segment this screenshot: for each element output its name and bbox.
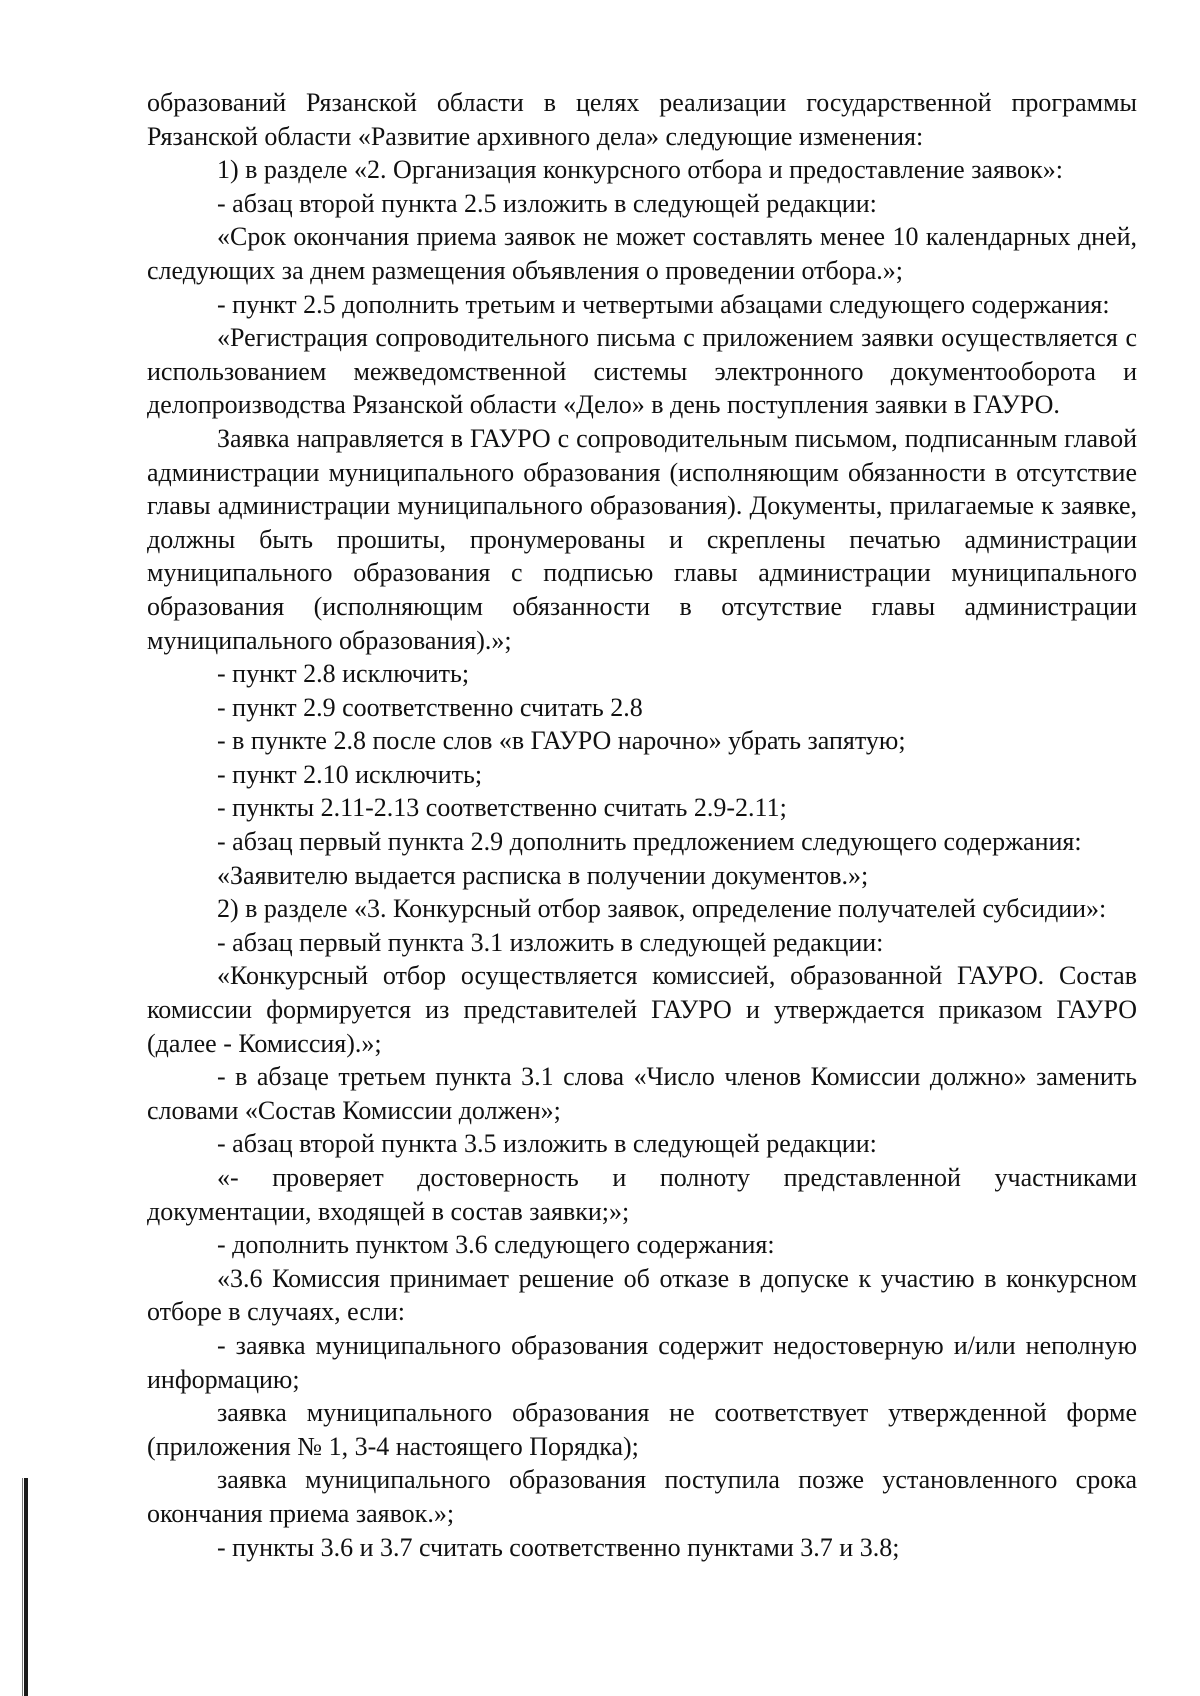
paragraph: - абзац первый пункта 3.1 изложить в следующей редакции: bbox=[217, 927, 884, 957]
paragraph: - в пункте 2.8 после слов «в ГАУРО нарочно» убрать запятую; bbox=[217, 726, 906, 756]
paragraph: «Конкурсный отбор осуществляется комиссией, образованной ГАУРО. Состав комиссии формируется из представителей ГАУРО и утверждается приказом ГАУРО (далее - Комиссия).»; bbox=[147, 961, 1137, 1058]
scan-edge-shadow bbox=[22, 1478, 23, 1696]
paragraph: - дополнить пунктом 3.6 следующего содержания: bbox=[217, 1230, 775, 1260]
paragraph: - пункт 2.9 соответственно считать 2.8 bbox=[217, 692, 643, 722]
paragraph: заявка муниципального образования не соответствует утвержденной форме (приложения № 1, 3-4 настоящего Порядка); bbox=[147, 1398, 1137, 1461]
paragraph: - абзац первый пункта 2.9 дополнить предложением следующего содержания: bbox=[217, 827, 1082, 857]
paragraph: - пункт 2.5 дополнить третьим и четвертыми абзацами следующего содержания: bbox=[217, 289, 1110, 319]
paragraph: - заявка муниципального образования содержит недостоверную и/или неполную информацию; bbox=[147, 1330, 1137, 1394]
paragraph: - пункт 2.10 исключить; bbox=[217, 759, 483, 789]
paragraph: - абзац второй пункта 2.5 изложить в следующей редакции: bbox=[217, 188, 877, 218]
scan-edge-line bbox=[24, 1478, 28, 1696]
paragraph: «- проверяет достоверность и полноту представленной участниками документации, входящей в состав заявки;»; bbox=[147, 1163, 1137, 1226]
paragraph: 1) в разделе «2. Организация конкурсного отбора и предоставление заявок»: bbox=[217, 155, 1063, 185]
paragraph: «Заявителю выдается расписка в получении документов.»; bbox=[217, 860, 869, 890]
paragraph: - абзац второй пункта 3.5 изложить в следующей редакции: bbox=[217, 1129, 877, 1159]
document-body bbox=[147, 86, 1137, 1564]
paragraph: заявка муниципального образования поступила позже установленного срока окончания приема заявок.»; bbox=[147, 1465, 1137, 1528]
paragraph: образований Рязанской области в целях реализации государственной программы Рязанской области «Развитие архивного дела» следующие изменения: bbox=[147, 88, 1137, 151]
paragraph: - в абзаце третьем пункта 3.1 слова «Число членов Комиссии должно» заменить словами «Состав Комиссии должен»; bbox=[147, 1062, 1137, 1125]
paragraph: «Срок окончания приема заявок не может составлять менее 10 календарных дней, следующих за днем размещения объявления о проведении отбора.»; bbox=[147, 222, 1137, 285]
paragraph: 2) в разделе «3. Конкурсный отбор заявок, определение получателей субсидии»: bbox=[217, 894, 1107, 924]
paragraph: - пункты 3.6 и 3.7 считать соответственно пунктами 3.7 и 3.8; bbox=[217, 1532, 900, 1562]
paragraph: - пункт 2.8 исключить; bbox=[217, 659, 470, 689]
paragraph: «3.6 Комиссия принимает решение об отказе в допуске к участию в конкурсном отборе в случаях, если: bbox=[147, 1263, 1137, 1327]
paragraph: «Регистрация сопроводительного письма с приложением заявки осуществляется с использованием межведомственной системы электронного документооборота и делопроизводства Рязанской области «Дело» в день поступления заявки в ГАУРО. bbox=[147, 323, 1137, 420]
paragraph: Заявка направляется в ГАУРО с сопроводительным письмом, подписанным главой администрации муниципального образования (исполняющим обязанности в отсутствие главы администрации муниципального образования). Документы, прилагаемые к заявке, должны быть прошиты, пронумерованы и скреплены печатью администрации муниципального образования с подписью главы администрации муниципального образования (исполняющим обязанности в отсутствие главы администрации муниципального образования).»; bbox=[147, 423, 1137, 655]
paragraph: - пункты 2.11-2.13 соответственно считать 2.9-2.11; bbox=[217, 793, 787, 823]
